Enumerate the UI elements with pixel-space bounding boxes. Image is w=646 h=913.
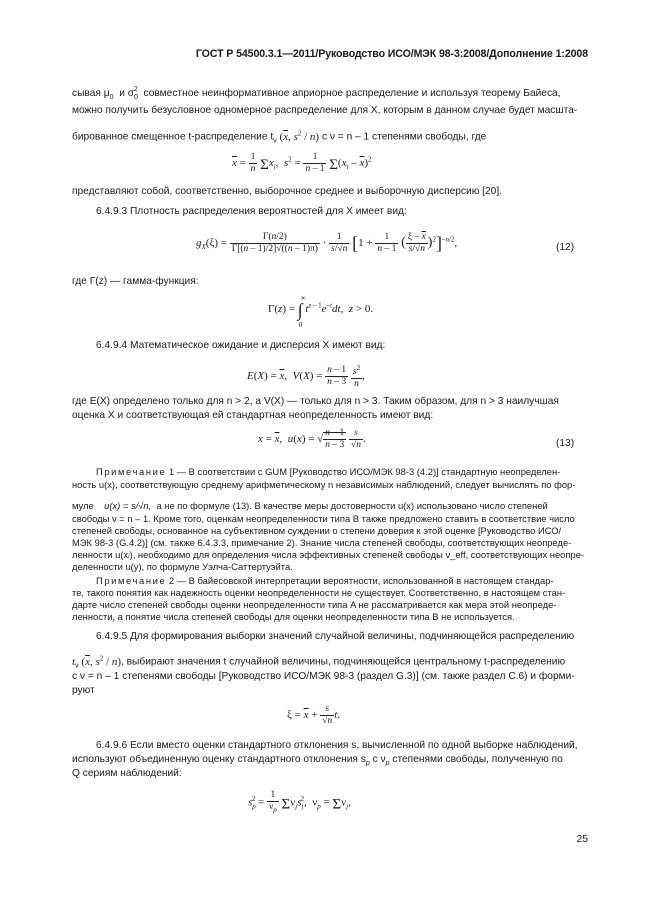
text-span: сывая μ [72, 88, 110, 99]
section-6495: 6.4.9.5 Для формирования выборки значений случайной величины, подчиняющейся распределению [96, 631, 575, 642]
text-line: Q сериям наблюдений: [72, 768, 182, 779]
text-span: используют объединенную оценку стандартного отклонения s [72, 754, 366, 765]
equation-12: $g_X(\xi)$ = $\frac{\Gamma(n/2)}{\Gamma[(n - 1)/2]√((n - 1)\pi)}$ · $\frac{1}{s/√n}$ [1 + $\frac{1}{n - 1}$ ( $\frac{\xi - \overline{x}}{s/√n}$ )$^2$]$^{-n/2}$, [196, 232, 458, 254]
text-line: бированное смещенное t-распределение $t_\nu$ ($\overline{x}$, $s^2 / n$) с ν = n – 1 степенями свободы, где [72, 129, 487, 145]
section-6493: 6.4.9.3 Плотность распределения вероятностей для X имеет вид: [96, 206, 407, 217]
equation-12-number: (12) [556, 242, 575, 253]
note-1-line: ность u(x), соответствующую среднему арифметическому n независимых наблюдений, следует вычислять по фор- [72, 479, 576, 490]
text-line: где Γ(z) — гамма-функция: [72, 276, 199, 287]
text-span: а не по формуле (13). В качестве меры достоверности u(x) использовано число степеней [156, 500, 548, 511]
note-2-line: те, такого понятия как надежность оценки неопределенности не существует. Соответственно, в настоящем стан- [72, 587, 566, 598]
t-dist-args: ($\overline{x}$, $s^2 / n$) [81, 654, 121, 668]
text-line: сывая $\mu_0$ и $\sigma_0^2$ совместное неинформативное априорное распределение и используя теорему Байеса, [72, 86, 561, 101]
note-1-line [96, 466, 560, 477]
text-span: бированное смещенное [72, 131, 186, 143]
equation-13-number: (13) [556, 438, 575, 449]
note-1-line: МЭК 98-3 (G.4.2)] (см. также 6.4.3.3, примечание 2). Знание числа степеней свободы, соответствующих неопреде- [72, 537, 572, 548]
equation-gamma: Γ(z) = ∫ ∞ 0 $t^{z - 1}e^{-t}dt$, z > 0. [268, 294, 374, 329]
text-line: руют [72, 685, 95, 696]
note-2-line: дарте число степеней свободы оценки неопределенности типа A не рассматривается как мера этой неопреде- [72, 599, 557, 610]
equation-expectation-variance: $E(X) = \overline{x}$, V(X) = $\frac{n - 1}{n - 3}$ $\frac{s^2}{n}$ , [247, 364, 365, 390]
note-1-line: деленности u(y), по формуле Уэлча-Саттертуэйта. [72, 561, 293, 572]
note-1-line [72, 500, 548, 511]
note-label: Примечание [96, 575, 167, 586]
text-span: t-распределение t [188, 131, 274, 143]
text-span: , выбирают значения t случайной величины, подчиняющейся центральному t-распределению [120, 656, 566, 668]
text-span: с ν [372, 754, 386, 765]
text-span: u(x) = s/√n, [104, 500, 152, 511]
section-6494: 6.4.9.4 Математическое ожидание и дисперсия X имеют вид: [96, 340, 386, 351]
note-1-line: ленности u(xᵢ), необходимо для определения числа эффективных степеней свободы ν_eff, соответствующих неопре- [72, 549, 585, 560]
text-line: можно получить безусловное одномерное распределение для X, которым в данном случае будет масшта- [72, 105, 578, 116]
text-span: муле [72, 500, 94, 511]
t-dist-args: ($\overline{x}$, $s^2 / n$) [279, 129, 320, 143]
text-line: где E(X) определено только для n > 2, а V(X) — только для n > 3. Таким образом, для n > 3 наилучшая [72, 396, 559, 407]
note-2-line [96, 575, 554, 586]
text-line: используют объединенную оценку стандартного отклонения $s_p$ с $\nu_p$ степенями свободы, полученную по [72, 754, 563, 767]
page-header: ГОСТ Р 54500.3.1—2011/Руководство ИСО/МЭК 98-3:2008/Дополнение 1:2008 [195, 48, 588, 60]
section-6496: 6.4.9.6 Если вместо оценки стандартного отклонения s, вычисленной по одной выборке наблюдений, [96, 740, 578, 751]
t-dist-symbol: t [72, 655, 76, 668]
note-1-line: степеней свободы, основанное на субъективном суждении о степени доверия к этой оценке [Руководство ИСО/ [72, 525, 562, 536]
text-line: с ν = n – 1 степенями свободы [Руководство ИСО/МЭК 98-3 (раздел G.3)] (см. также раздел С.6) и форми- [72, 671, 575, 682]
equation-pooled: $s_p^2$ = $\frac{1}{\nu_p}$ $\Sigma\nu_js_j^2$, $\nu_p = \Sigma\nu_j$, [248, 790, 351, 814]
text-span: степенями свободы, полученную по [392, 754, 563, 765]
text-span: с ν = n – 1 степенями свободы, где [321, 131, 487, 143]
note-1-line: свободы ν = n – 1. Кроме того, оценкам неопределенности типа B также предложено ставить в соответствие число [72, 513, 575, 524]
text-span: и σ [119, 88, 134, 99]
equation-13: $x = \overline{x}$, u(x) = √ $\frac{n - 1}{n - 3}$ $\frac{s}{√n}$ . [258, 428, 366, 450]
text-line: представляют собой, соответственно, выборочное среднее и выборочную дисперсию [20]. [72, 186, 503, 197]
text-line: оценка X и соответствующая ей стандартная неопределенность имеют вид: [72, 410, 434, 421]
text-line: $t_\nu$ ($\overline{x}$, $s^2 / n$), выбирают значения t случайной величины, подчиняющейся центральному t-распределению [72, 654, 566, 670]
equation-xi: $\xi = \overline{x}$ + $\frac{s}{√n}$ t. [287, 704, 340, 726]
text-span: 2 — В байесовской интерпретации вероятности, использованной в настоящем стандар- [168, 575, 554, 586]
note-2-line: ленности, а понятие числа степеней свободы для оценки неопределенности типа B не используется. [72, 611, 515, 622]
page-number: 25 [576, 834, 588, 845]
note-label: Примечание [96, 466, 167, 477]
equation-sample-stats: $\overline{x}$ = $\frac{1}{n}$ $\Sigma x_i$, $s^2$ = $\frac{1}{n - 1}$ $\Sigma(x_i - \overline{x})^2$ [232, 152, 372, 174]
text-span: совместное неинформативное априорное распределение и используя теорему Байеса, [143, 88, 561, 99]
text-span: 1 — В соответствии с GUM [Руководство ИСО/МЭК 98-3 (4.2)] стандартную неопределен- [168, 466, 561, 477]
